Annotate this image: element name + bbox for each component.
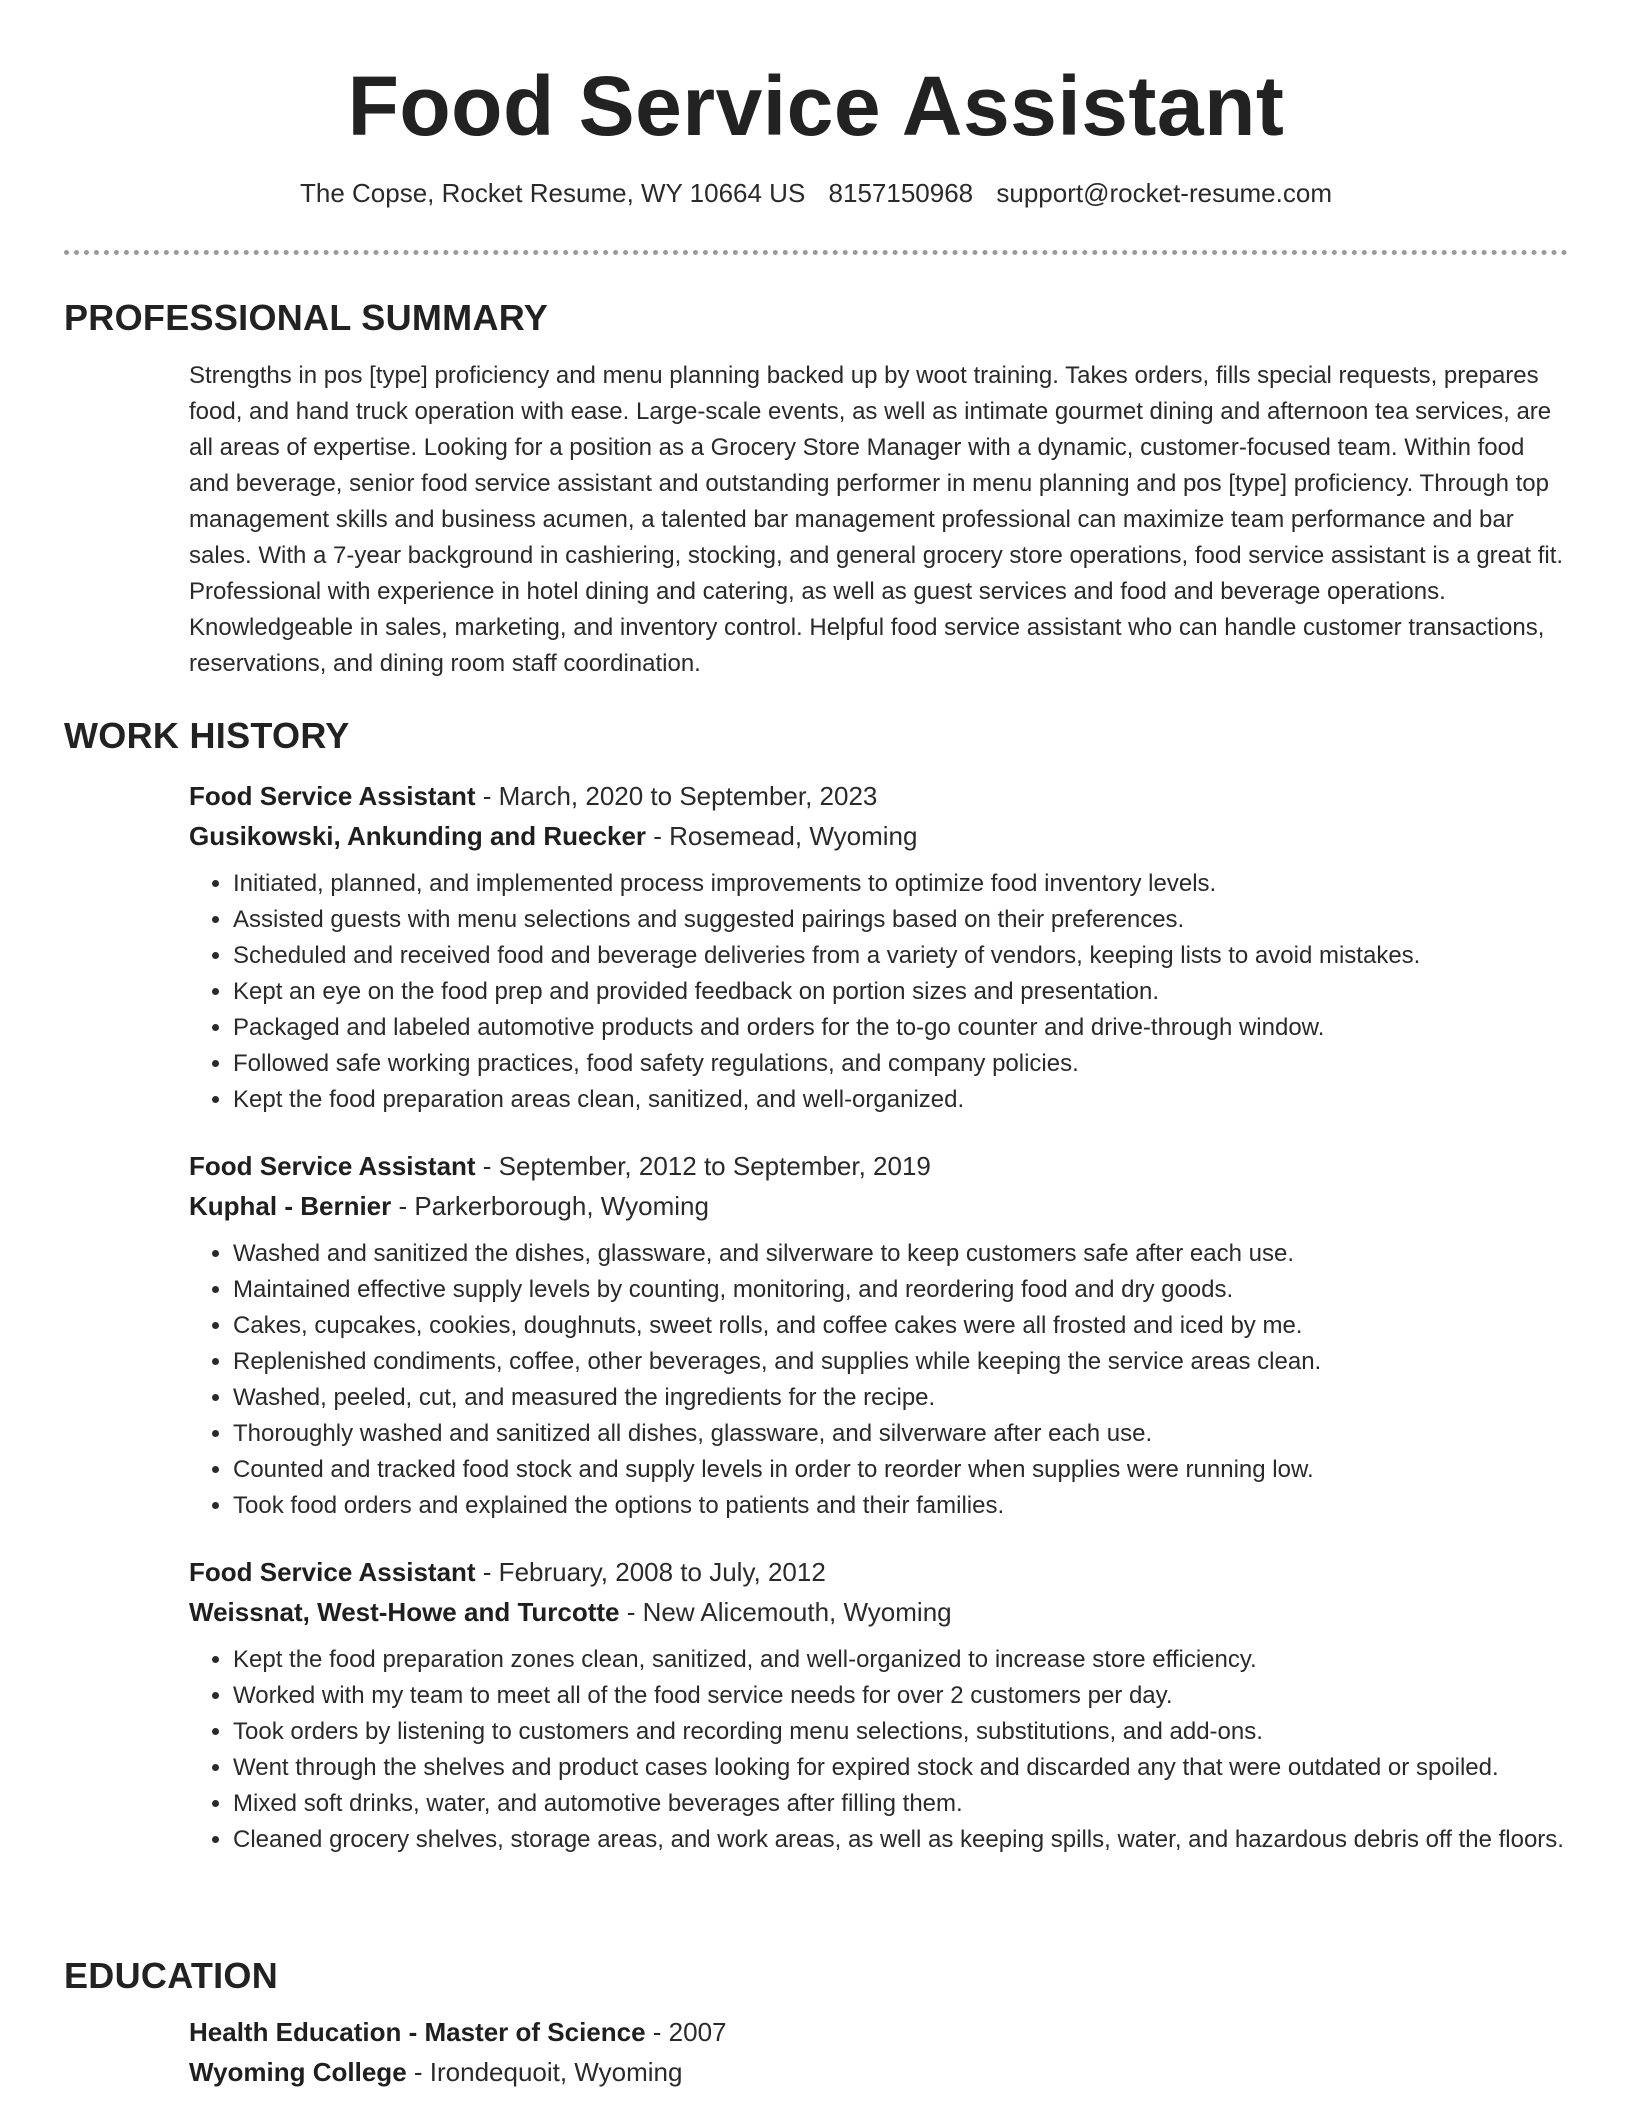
job-dates: - March, 2020 to September, 2023 xyxy=(475,781,878,811)
header-divider xyxy=(64,250,1568,255)
job-company: Gusikowski, Ankunding and Ruecker xyxy=(189,821,647,851)
job-role: Food Service Assistant xyxy=(189,1151,476,1181)
job-dates: - February, 2008 to July, 2012 xyxy=(475,1557,826,1587)
job-bullets xyxy=(189,1642,1568,1858)
job-title-line xyxy=(189,1552,1568,1592)
job-bullet: • Kept an eye on the food prep and provided feedback on portion sizes and presentation. xyxy=(233,974,1568,1010)
education-school: Wyoming College xyxy=(189,2057,407,2087)
education-location: - Irondequoit, Wyoming xyxy=(406,2057,683,2087)
job-company: Kuphal - Bernier xyxy=(189,1191,392,1221)
job-location: - Rosemead, Wyoming xyxy=(646,821,918,851)
resume-header xyxy=(64,58,1568,208)
jobs-list xyxy=(189,776,1568,1858)
job-title-line xyxy=(189,776,1568,816)
education-degree: Health Education - Master of Science xyxy=(189,2017,646,2047)
job-title-line xyxy=(189,1146,1568,1186)
contact-line xyxy=(64,176,1568,210)
job-bullet: • Maintained effective supply levels by counting, monitoring, and reordering food and dry goods. xyxy=(233,1272,1568,1308)
job-bullet: • Cakes, cupcakes, cookies, doughnuts, sweet rolls, and coffee cakes were all frosted and iced by me. xyxy=(233,1308,1568,1344)
contact-email[interactable]: support@rocket-resume.com xyxy=(996,178,1332,208)
job-bullet: • Kept the food preparation areas clean, sanitized, and well-organized. xyxy=(233,1082,1568,1118)
job-bullets xyxy=(189,1236,1568,1524)
work-history-heading: WORK HISTORY xyxy=(64,715,350,756)
job-bullet: • Worked with my team to meet all of the food service needs for over 2 customers per day. xyxy=(233,1678,1568,1714)
job-bullet: • Washed and sanitized the dishes, glassware, and silverware to keep customers safe after each use. xyxy=(233,1236,1568,1272)
job-bullet: • Mixed soft drinks, water, and automotive beverages after filling them. xyxy=(233,1786,1568,1822)
summary-text: Strengths in pos [type] proficiency and menu planning backed up by woot training. Takes orders, fills special requests, prepares food, and hand truck operation with ease. Large-scale events, as well as intimate gourmet dining and afternoon tea services, are all areas of expertise. Looking for a position as a Grocery Store Manager with a dynamic, customer-focused team. Within food and beverage, senior food service assistant and outstanding performer in menu planning and pos [type] proficiency. Through top management skills and business acumen, a talented bar management professional can maximize team performance and bar sales. With a 7-year background in cashiering, stocking, and general grocery store operations, food service assistant is a great fit. Professional with experience in hotel dining and catering, as well as guest services and food and beverage operations. Knowledgeable in sales, marketing, and inventory control. Helpful food service assistant who can handle customer transactions, reservations, and dining room staff coordination. xyxy=(189,362,1564,677)
contact-phone: 8157150968 xyxy=(828,178,974,208)
job-bullet: • Packaged and labeled automotive products and orders for the to-go counter and drive-through window. xyxy=(233,1010,1568,1046)
job-company-line xyxy=(189,1592,1568,1632)
job-bullet: • Initiated, planned, and implemented process improvements to optimize food inventory levels. xyxy=(233,866,1568,902)
education-degree-line xyxy=(189,2012,1568,2052)
education-school-line xyxy=(189,2052,1568,2092)
job-bullet: • Scheduled and received food and beverage deliveries from a variety of vendors, keeping lists to avoid mistakes. xyxy=(233,938,1568,974)
job-entry xyxy=(189,1146,1568,1524)
job-bullet: • Went through the shelves and product cases looking for expired stock and discarded any that were outdated or spoiled. xyxy=(233,1750,1568,1786)
job-role: Food Service Assistant xyxy=(189,781,476,811)
education-section xyxy=(64,1954,1568,2092)
job-dates: - September, 2012 to September, 2019 xyxy=(475,1151,931,1181)
work-history-section xyxy=(64,714,1568,1858)
job-entry xyxy=(189,776,1568,1118)
summary-heading: PROFESSIONAL SUMMARY xyxy=(64,297,549,338)
summary-section xyxy=(64,296,1568,682)
job-bullet: • Replenished condiments, coffee, other beverages, and supplies while keeping the service areas clean. xyxy=(233,1344,1568,1380)
job-location: - New Alicemouth, Wyoming xyxy=(619,1597,952,1627)
contact-address: The Copse, Rocket Resume, WY 10664 US xyxy=(299,178,806,208)
candidate-name: Food Service Assistant xyxy=(347,59,1285,153)
job-role: Food Service Assistant xyxy=(189,1557,476,1587)
job-bullet: • Cleaned grocery shelves, storage areas, and work areas, as well as keeping spills, water, and hazardous debris off the floors. xyxy=(233,1822,1568,1858)
job-bullet: • Counted and tracked food stock and supply levels in order to reorder when supplies were running low. xyxy=(233,1452,1568,1488)
job-bullet: • Assisted guests with menu selections and suggested pairings based on their preferences. xyxy=(233,902,1568,938)
job-bullet: • Washed, peeled, cut, and measured the ingredients for the recipe. xyxy=(233,1380,1568,1416)
job-bullet: • Thoroughly washed and sanitized all dishes, glassware, and silverware after each use. xyxy=(233,1416,1568,1452)
job-location: - Parkerborough, Wyoming xyxy=(391,1191,709,1221)
job-company-line xyxy=(189,1186,1568,1226)
job-bullet: • Took orders by listening to customers and recording menu selections, substitutions, and add-ons. xyxy=(233,1714,1568,1750)
job-bullets xyxy=(189,866,1568,1118)
education-heading: EDUCATION xyxy=(64,1955,279,1996)
education-year: - 2007 xyxy=(645,2017,727,2047)
job-company-line xyxy=(189,816,1568,856)
job-bullet: • Kept the food preparation zones clean, sanitized, and well-organized to increase store efficiency. xyxy=(233,1642,1568,1678)
job-entry xyxy=(189,1552,1568,1858)
job-bullet: • Took food orders and explained the options to patients and their families. xyxy=(233,1488,1568,1524)
job-company: Weissnat, West-Howe and Turcotte xyxy=(189,1597,620,1627)
job-bullet: • Followed safe working practices, food safety regulations, and company policies. xyxy=(233,1046,1568,1082)
